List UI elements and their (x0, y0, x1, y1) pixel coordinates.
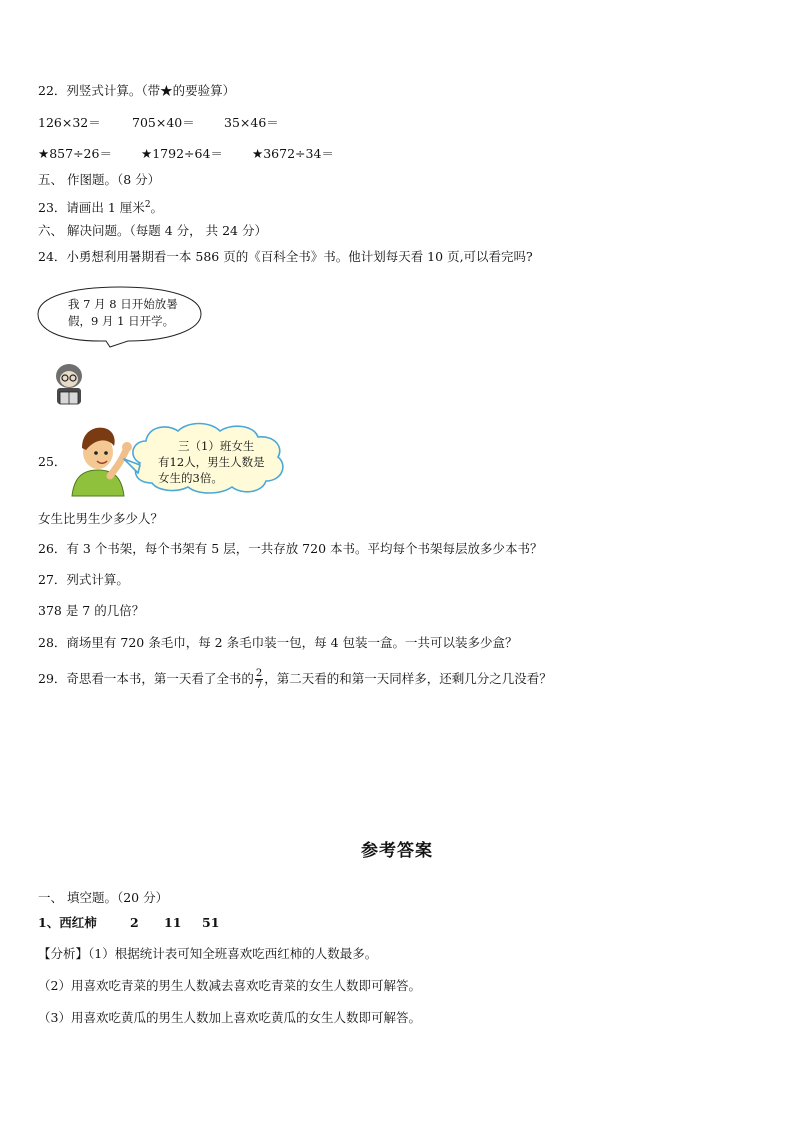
q26-text: 26．有 3 个书架，每个书架有 5 层，一共存放 720 本书。平均每个书架每层放多少本书？ (38, 541, 543, 556)
section5-heading: 五、 作图题。（8 分） (38, 172, 161, 187)
q23 (38, 197, 163, 216)
analysis-line: （3）用喜欢吃黄瓜的男生人数加上喜欢吃黄瓜的女生人数即可解答。 (38, 1010, 421, 1025)
q24-bubble-line1: 我 7 月 8 日开始放暑 (68, 297, 178, 311)
q24-bubble-line2: 假，9 月 1 日开学。 (68, 314, 175, 328)
q25-bubble-line2: 有12人，男生人数是 (158, 455, 265, 469)
answer-item: 1、西红柿 (38, 915, 97, 930)
q25-question: 女生比男生少多少人？ (38, 511, 164, 526)
q24-text: 24．小勇想利用暑期看一本 586 页的《百科全书》书。他计划每天看 10 页,可以看完吗? (38, 249, 533, 264)
q28-text: 28．商场里有 720 条毛巾，每 2 条毛巾装一包，每 4 包装一盒。一共可以装多少盒？ (38, 635, 518, 650)
q22-row2 (38, 146, 334, 162)
calc-item: 35×46＝ (224, 115, 279, 130)
q29-fraction (255, 668, 263, 691)
q29-after: ，第二天看的和第一天同样多，还剩几分之几没看？ (264, 671, 552, 686)
q25-bubble-line1: 三（1）班女生 (178, 439, 255, 453)
answer-item: 2 (130, 915, 139, 930)
q29-before: 29．奇思看一本书，第一天看了全书的 (38, 671, 254, 686)
q25-number: 25． (38, 454, 67, 469)
analysis-line: （2）用喜欢吃青菜的男生人数减去喜欢吃青菜的女生人数即可解答。 (38, 978, 421, 993)
q25-bubble-line3: 女生的3倍。 (158, 471, 223, 485)
analysis-line: 【分析】（1）根据统计表可知全班喜欢吃西红柿的人数最多。 (38, 946, 378, 961)
calc-item: 705×40＝ (132, 115, 195, 130)
q22-title: 22．列竖式计算。（带★的要验算） (38, 83, 236, 98)
reading-child-icon (52, 362, 86, 408)
answer-item: 51 (202, 915, 220, 930)
q23-text: 23．请画出 1 厘米 (38, 200, 145, 216)
section6-heading: 六、 解决问题。（每题 4 分， 共 24 分） (38, 223, 267, 238)
answer-1 (38, 915, 219, 931)
q29-text (38, 668, 552, 691)
calc-item: ★857÷26＝ (38, 146, 112, 161)
q23-sup: 2 (144, 200, 151, 210)
answer-item: 11 (164, 915, 182, 930)
calc-item: 126×32＝ (38, 115, 101, 130)
fraction-denominator: 7 (255, 680, 263, 691)
answers-title: 参考答案 (361, 841, 433, 861)
q23-end: 。 (150, 200, 164, 216)
fraction-numerator: 2 (255, 668, 263, 679)
q22-row1 (38, 115, 279, 131)
calc-item: ★1792÷64＝ (141, 146, 223, 161)
calc-item: ★3672÷34＝ (252, 146, 334, 161)
q27-title: 27．列式计算。 (38, 572, 129, 587)
answers-section1: 一、 填空题。（20 分） (38, 890, 169, 905)
q27-question: 378 是 7 的几倍？ (38, 603, 145, 618)
